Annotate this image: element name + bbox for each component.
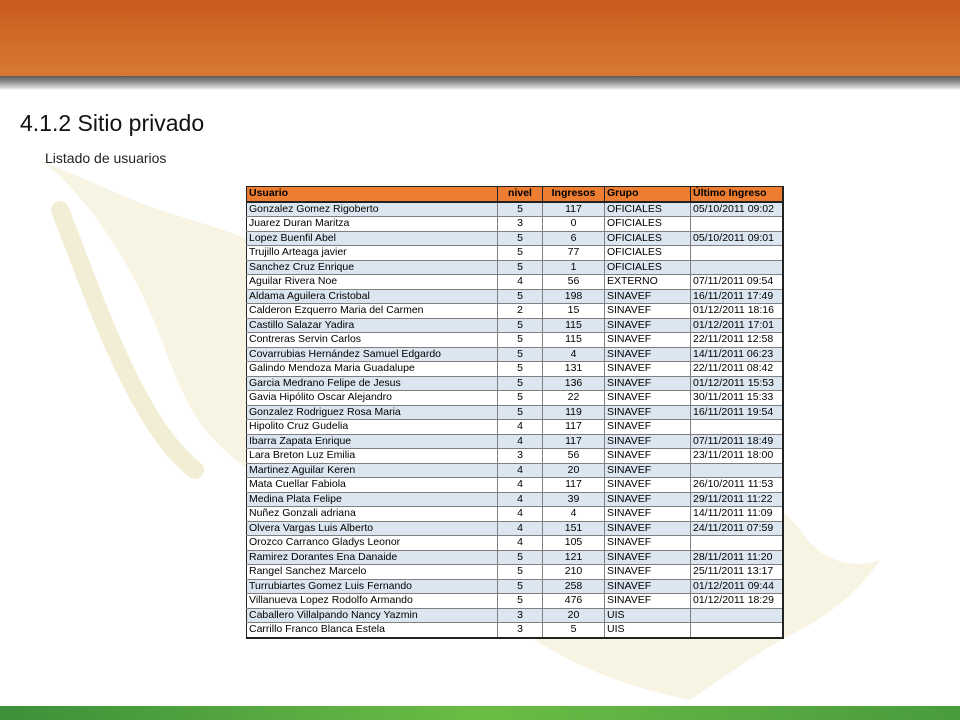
table-row bbox=[247, 608, 783, 623]
cell-usuario: Ibarra Zapata Enrique bbox=[247, 434, 498, 449]
cell-ingresos: 6 bbox=[543, 231, 605, 246]
cell-usuario: Gavia Hipólito Oscar Alejandro bbox=[247, 391, 498, 406]
cell-ultimo-ingreso: 01/12/2011 18:16 bbox=[691, 304, 783, 319]
cell-ingresos: 15 bbox=[543, 304, 605, 319]
table-row bbox=[247, 579, 783, 594]
cell-ultimo-ingreso: 01/12/2011 15:53 bbox=[691, 376, 783, 391]
cell-ingresos: 151 bbox=[543, 521, 605, 536]
cell-ingresos: 77 bbox=[543, 246, 605, 261]
cell-usuario: Castillo Salazar Yadira bbox=[247, 318, 498, 333]
cell-ultimo-ingreso bbox=[691, 463, 783, 478]
cell-ultimo-ingreso: 23/11/2011 18:00 bbox=[691, 449, 783, 464]
cell-nivel: 5 bbox=[498, 333, 543, 348]
table-row bbox=[247, 289, 783, 304]
cell-grupo: SINAVEF bbox=[605, 463, 691, 478]
cell-nivel: 5 bbox=[498, 318, 543, 333]
cell-grupo: SINAVEF bbox=[605, 318, 691, 333]
cell-ingresos: 198 bbox=[543, 289, 605, 304]
table-row bbox=[247, 362, 783, 377]
cell-usuario: Mata Cuellar Fabiola bbox=[247, 478, 498, 493]
cell-usuario: Lara Breton Luz Emilia bbox=[247, 449, 498, 464]
cell-grupo: SINAVEF bbox=[605, 449, 691, 464]
cell-usuario: Contreras Servin Carlos bbox=[247, 333, 498, 348]
cell-ultimo-ingreso bbox=[691, 623, 783, 638]
cell-grupo: OFICIALES bbox=[605, 246, 691, 261]
header-shadow bbox=[0, 76, 960, 90]
cell-nivel: 5 bbox=[498, 289, 543, 304]
cell-usuario: Medina Plata Felipe bbox=[247, 492, 498, 507]
cell-usuario: Martinez Aguilar Keren bbox=[247, 463, 498, 478]
cell-usuario: Garcia Medrano Felipe de Jesus bbox=[247, 376, 498, 391]
table-row bbox=[247, 594, 783, 609]
cell-ingresos: 117 bbox=[543, 478, 605, 493]
cell-usuario: Villanueva Lopez Rodolfo Armando bbox=[247, 594, 498, 609]
cell-usuario: Covarrubias Hernández Samuel Edgardo bbox=[247, 347, 498, 362]
cell-ultimo-ingreso: 25/11/2011 13:17 bbox=[691, 565, 783, 580]
table-row bbox=[247, 521, 783, 536]
cell-usuario: Orozco Carranco Gladys Leonor bbox=[247, 536, 498, 551]
cell-usuario: Gonzalez Gomez Rigoberto bbox=[247, 202, 498, 217]
cell-ingresos: 0 bbox=[543, 217, 605, 232]
table-row bbox=[247, 376, 783, 391]
cell-grupo: SINAVEF bbox=[605, 565, 691, 580]
cell-ultimo-ingreso: 07/11/2011 09:54 bbox=[691, 275, 783, 290]
cell-usuario: Gonzalez Rodriguez Rosa Maria bbox=[247, 405, 498, 420]
cell-nivel: 4 bbox=[498, 492, 543, 507]
cell-ultimo-ingreso: 16/11/2011 17:49 bbox=[691, 289, 783, 304]
table-row bbox=[247, 260, 783, 275]
table-row bbox=[247, 275, 783, 290]
table-row bbox=[247, 434, 783, 449]
cell-ingresos: 4 bbox=[543, 347, 605, 362]
cell-nivel: 5 bbox=[498, 347, 543, 362]
cell-ingresos: 105 bbox=[543, 536, 605, 551]
cell-nivel: 4 bbox=[498, 478, 543, 493]
table-row bbox=[247, 478, 783, 493]
cell-ingresos: 56 bbox=[543, 449, 605, 464]
cell-usuario: Carrillo Franco Blanca Estela bbox=[247, 623, 498, 638]
cell-grupo: SINAVEF bbox=[605, 376, 691, 391]
page-subtitle: Listado de usuarios bbox=[45, 150, 167, 166]
cell-ingresos: 4 bbox=[543, 507, 605, 522]
cell-ingresos: 136 bbox=[543, 376, 605, 391]
cell-grupo: SINAVEF bbox=[605, 434, 691, 449]
table-row bbox=[247, 463, 783, 478]
table-row bbox=[247, 507, 783, 522]
cell-grupo: SINAVEF bbox=[605, 550, 691, 565]
cell-ultimo-ingreso: 22/11/2011 08:42 bbox=[691, 362, 783, 377]
cell-nivel: 5 bbox=[498, 391, 543, 406]
table-row bbox=[247, 420, 783, 435]
table-row bbox=[247, 536, 783, 551]
users-table-body bbox=[247, 202, 783, 638]
cell-nivel: 3 bbox=[498, 449, 543, 464]
cell-usuario: Turrubiartes Gomez Luis Fernando bbox=[247, 579, 498, 594]
cell-ingresos: 210 bbox=[543, 565, 605, 580]
cell-ultimo-ingreso bbox=[691, 608, 783, 623]
cell-ultimo-ingreso: 07/11/2011 18:49 bbox=[691, 434, 783, 449]
cell-grupo: EXTERNO bbox=[605, 275, 691, 290]
cell-nivel: 5 bbox=[498, 579, 543, 594]
table-header-row bbox=[247, 187, 783, 202]
cell-ultimo-ingreso: 05/10/2011 09:02 bbox=[691, 202, 783, 217]
cell-ingresos: 117 bbox=[543, 202, 605, 217]
cell-grupo: SINAVEF bbox=[605, 420, 691, 435]
cell-ultimo-ingreso: 14/11/2011 06:23 bbox=[691, 347, 783, 362]
cell-nivel: 5 bbox=[498, 565, 543, 580]
cell-ingresos: 117 bbox=[543, 434, 605, 449]
cell-grupo: OFICIALES bbox=[605, 260, 691, 275]
cell-grupo: SINAVEF bbox=[605, 478, 691, 493]
cell-grupo: SINAVEF bbox=[605, 333, 691, 348]
cell-ultimo-ingreso bbox=[691, 246, 783, 261]
cell-usuario: Caballero Villalpando Nancy Yazmin bbox=[247, 608, 498, 623]
table-row bbox=[247, 449, 783, 464]
cell-nivel: 5 bbox=[498, 202, 543, 217]
cell-nivel: 4 bbox=[498, 275, 543, 290]
cell-ultimo-ingreso: 01/12/2011 18:29 bbox=[691, 594, 783, 609]
cell-ultimo-ingreso bbox=[691, 260, 783, 275]
cell-ingresos: 5 bbox=[543, 623, 605, 638]
table-row bbox=[247, 246, 783, 261]
table-row bbox=[247, 318, 783, 333]
cell-ingresos: 22 bbox=[543, 391, 605, 406]
column-header-grupo: Grupo bbox=[605, 187, 691, 202]
cell-ultimo-ingreso: 30/11/2011 15:33 bbox=[691, 391, 783, 406]
cell-grupo: OFICIALES bbox=[605, 231, 691, 246]
table-row bbox=[247, 565, 783, 580]
table-row bbox=[247, 333, 783, 348]
cell-ingresos: 115 bbox=[543, 333, 605, 348]
cell-grupo: SINAVEF bbox=[605, 579, 691, 594]
cell-grupo: SINAVEF bbox=[605, 347, 691, 362]
users-table bbox=[246, 186, 784, 639]
cell-grupo: OFICIALES bbox=[605, 202, 691, 217]
cell-nivel: 2 bbox=[498, 304, 543, 319]
cell-ultimo-ingreso: 01/12/2011 09:44 bbox=[691, 579, 783, 594]
table-row bbox=[247, 391, 783, 406]
table-row bbox=[247, 347, 783, 362]
cell-grupo: SINAVEF bbox=[605, 492, 691, 507]
cell-ultimo-ingreso bbox=[691, 420, 783, 435]
table-row bbox=[247, 202, 783, 217]
cell-usuario: Olvera Vargas Luis Alberto bbox=[247, 521, 498, 536]
cell-nivel: 5 bbox=[498, 362, 543, 377]
cell-ingresos: 117 bbox=[543, 420, 605, 435]
cell-grupo: SINAVEF bbox=[605, 507, 691, 522]
cell-usuario: Juarez Duran Maritza bbox=[247, 217, 498, 232]
cell-nivel: 5 bbox=[498, 376, 543, 391]
header-banner bbox=[0, 0, 960, 78]
table-row bbox=[247, 623, 783, 638]
cell-ingresos: 131 bbox=[543, 362, 605, 377]
cell-nivel: 5 bbox=[498, 246, 543, 261]
cell-ingresos: 1 bbox=[543, 260, 605, 275]
cell-nivel: 3 bbox=[498, 608, 543, 623]
cell-ingresos: 20 bbox=[543, 608, 605, 623]
cell-nivel: 4 bbox=[498, 536, 543, 551]
cell-ultimo-ingreso: 22/11/2011 12:58 bbox=[691, 333, 783, 348]
page-title: 4.1.2 Sitio privado bbox=[20, 110, 205, 136]
table-row bbox=[247, 217, 783, 232]
cell-grupo: SINAVEF bbox=[605, 289, 691, 304]
cell-usuario: Aguilar Rivera Noe bbox=[247, 275, 498, 290]
cell-usuario: Trujillo Arteaga javier bbox=[247, 246, 498, 261]
cell-grupo: SINAVEF bbox=[605, 362, 691, 377]
cell-usuario: Ramirez Dorantes Ena Danaide bbox=[247, 550, 498, 565]
column-header-ingresos: Ingresos bbox=[543, 187, 605, 202]
cell-ultimo-ingreso: 16/11/2011 19:54 bbox=[691, 405, 783, 420]
cell-grupo: SINAVEF bbox=[605, 536, 691, 551]
cell-ingresos: 20 bbox=[543, 463, 605, 478]
cell-usuario: Rangel Sanchez Marcelo bbox=[247, 565, 498, 580]
table-row bbox=[247, 405, 783, 420]
cell-ingresos: 119 bbox=[543, 405, 605, 420]
table-row bbox=[247, 231, 783, 246]
cell-grupo: UIS bbox=[605, 623, 691, 638]
users-table-container bbox=[246, 186, 784, 639]
cell-nivel: 3 bbox=[498, 217, 543, 232]
cell-nivel: 5 bbox=[498, 594, 543, 609]
cell-ultimo-ingreso: 14/11/2011 11:09 bbox=[691, 507, 783, 522]
cell-grupo: UIS bbox=[605, 608, 691, 623]
cell-usuario: Calderon Ezquerro Maria del Carmen bbox=[247, 304, 498, 319]
cell-ultimo-ingreso bbox=[691, 536, 783, 551]
cell-nivel: 5 bbox=[498, 231, 543, 246]
cell-ultimo-ingreso: 29/11/2011 11:22 bbox=[691, 492, 783, 507]
cell-nivel: 3 bbox=[498, 623, 543, 638]
cell-nivel: 4 bbox=[498, 434, 543, 449]
cell-nivel: 4 bbox=[498, 463, 543, 478]
cell-usuario: Sanchez Cruz Enrique bbox=[247, 260, 498, 275]
cell-ingresos: 39 bbox=[543, 492, 605, 507]
cell-usuario: Galindo Mendoza Maria Guadalupe bbox=[247, 362, 498, 377]
cell-ingresos: 56 bbox=[543, 275, 605, 290]
cell-ultimo-ingreso: 26/10/2011 11:53 bbox=[691, 478, 783, 493]
table-row bbox=[247, 492, 783, 507]
cell-grupo: SINAVEF bbox=[605, 594, 691, 609]
cell-usuario: Lopez Buenfil Abel bbox=[247, 231, 498, 246]
cell-ultimo-ingreso: 24/11/2011 07:59 bbox=[691, 521, 783, 536]
table-row bbox=[247, 304, 783, 319]
table-row bbox=[247, 550, 783, 565]
cell-nivel: 5 bbox=[498, 260, 543, 275]
cell-nivel: 4 bbox=[498, 507, 543, 522]
cell-ingresos: 121 bbox=[543, 550, 605, 565]
cell-nivel: 4 bbox=[498, 420, 543, 435]
cell-ingresos: 115 bbox=[543, 318, 605, 333]
cell-usuario: Nuñez Gonzali adriana bbox=[247, 507, 498, 522]
cell-grupo: SINAVEF bbox=[605, 391, 691, 406]
cell-grupo: OFICIALES bbox=[605, 217, 691, 232]
cell-grupo: SINAVEF bbox=[605, 405, 691, 420]
cell-ingresos: 258 bbox=[543, 579, 605, 594]
cell-nivel: 5 bbox=[498, 550, 543, 565]
cell-ultimo-ingreso bbox=[691, 217, 783, 232]
cell-nivel: 4 bbox=[498, 521, 543, 536]
cell-grupo: SINAVEF bbox=[605, 521, 691, 536]
cell-ultimo-ingreso: 28/11/2011 11:20 bbox=[691, 550, 783, 565]
cell-ingresos: 476 bbox=[543, 594, 605, 609]
column-header-usuario: Usuario bbox=[247, 187, 498, 202]
footer-banner bbox=[0, 706, 960, 720]
cell-usuario: Hipolito Cruz Gudelia bbox=[247, 420, 498, 435]
cell-grupo: SINAVEF bbox=[605, 304, 691, 319]
cell-usuario: Aldama Aguilera Cristobal bbox=[247, 289, 498, 304]
cell-ultimo-ingreso: 05/10/2011 09:01 bbox=[691, 231, 783, 246]
column-header-nivel: nivel bbox=[498, 187, 543, 202]
column-header-ultimo-ingreso: Último Ingreso bbox=[691, 187, 783, 202]
cell-ultimo-ingreso: 01/12/2011 17:01 bbox=[691, 318, 783, 333]
cell-nivel: 5 bbox=[498, 405, 543, 420]
